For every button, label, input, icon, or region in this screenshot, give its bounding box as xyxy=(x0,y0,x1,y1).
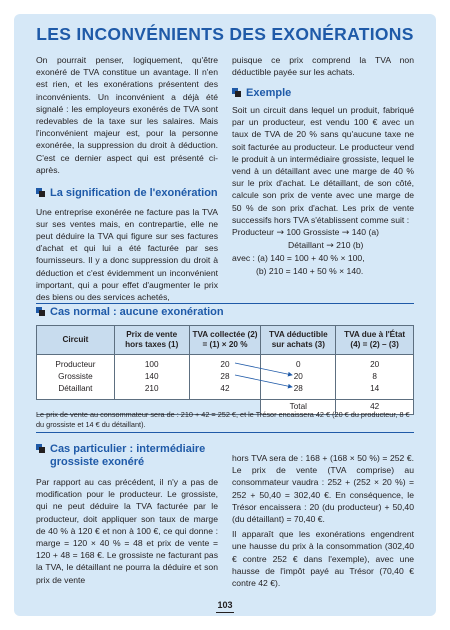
column-header: TVA collectée (2) = (1) × 20 % xyxy=(189,326,261,355)
table-cell: Grossiste xyxy=(37,371,115,383)
right-arrow-icon: → xyxy=(326,241,334,252)
table-row xyxy=(37,355,414,372)
square-bullet-icon xyxy=(232,88,241,97)
table-cell: 42 xyxy=(189,383,261,400)
square-bullet-icon xyxy=(36,188,45,197)
column-header: Circuit xyxy=(37,326,115,355)
table-cell: 28 xyxy=(261,383,336,400)
table-cell: 8 xyxy=(336,371,414,383)
exemple-paragraph: Soit un circuit dans lequel un produit, fabriqué par un producteur, est vendu 100 € avec un taux de TVA de 20 % sans qu'aucune taxe ne soit facturée au producteur. Le producteur vend le produit à un intermédiaire grossiste, lequel le vend à un détaillant avec une marge de 40 % sur le prix d'achat. Le détaillant, de son côté, calcule son prix de vente avec une marge de 50 % de son prix d'achat. Les prix de vente successifs hors TVA s'établissent comme suit : xyxy=(232,104,414,225)
table-row xyxy=(37,383,414,400)
divider xyxy=(36,303,414,304)
left-column xyxy=(36,54,218,303)
exemple-formula-a: avec : (a) 140 = 100 + 40 % × 100, xyxy=(232,253,365,264)
table-cell: Producteur xyxy=(37,355,115,372)
section-heading-cas-normal xyxy=(36,306,428,319)
table-note: Le prix de vente au consommateur sera de : 210 + 42 = 252 €, et le Trésor encaissera 42 € (20 € du producteur, 8 € du grossiste et 14 € du détaillant). xyxy=(36,410,410,429)
table-cell: 140 xyxy=(114,371,189,383)
right-column xyxy=(232,54,414,277)
section-heading-text: Exemple xyxy=(246,87,292,100)
cas-particulier-left xyxy=(36,443,218,586)
table-cell: 210 xyxy=(114,383,189,400)
table-cell: 0 xyxy=(261,355,336,372)
section-heading-text: Cas normal : aucune exonération xyxy=(50,306,224,318)
table-cell: 20 xyxy=(189,355,261,372)
intro-paragraph: On pourrait penser, logiquement, qu'être exonéré de TVA constitue un avantage. Il n'en est rien, et les exonérations présentent des inconvénients. Un inconvénient a déjà été signalé : les employeurs exonérés de TVA sont redevables de la taxe sur les salaires. Mais l'inconvénient majeur est, pour la personne exonérée, la suppression du droit à déduction. C'est ce dernier aspect qui est présenté ci-après. xyxy=(36,55,218,175)
chain-grossiste-price: 140 (a) xyxy=(351,226,379,237)
square-bullet-icon xyxy=(36,307,45,316)
section-heading-exemple xyxy=(232,87,414,100)
column-header: Prix de vente hors taxes (1) xyxy=(114,326,189,355)
section-heading-cas-particulier xyxy=(36,443,218,468)
chain-grossiste: 100 Grossiste xyxy=(286,226,340,237)
signification-paragraph: Une entreprise exonérée ne facture pas la TVA sur ses ventes mais, en contrepartie, elle ne peut déduire la TVA qui figure sur ses factures d'achat et qui lui a été facturée par ses fournisseurs. Il y a donc suppression du droit à déduction et c'est évidemment un inconvénient important, qui a pour effet d'augmenter le prix des biens ou des services achetés, xyxy=(36,206,218,302)
cas-particulier-paragraph: Par rapport au cas précédent, il n'y a pas de modification pour le producteur. Le grossiste, qui ne peut déduire la TVA facturée par le producteur, doit appliquer son taux de marge de 40 % à 120 € et non à 100 €, ce qui donne : marge = 120 × 40 % = 48 et prix de vente = 120 + 48 = 168 €. Le grossiste ne facturant pas la TVA, le détaillant ne pourra la déduire et son prix de vente xyxy=(36,477,218,585)
right-top-paragraph: puisque ce prix comprend la TVA non déductible payée sur les achats. xyxy=(232,55,414,78)
cas-particulier-conclusion: Il apparaît que les exonérations engendrent une hausse du prix à la consommation (302,40 € contre 252 € dans l'exemple), avec une hausse de l'impôt payé au Trésor (70,40 € contre 42 €). xyxy=(232,529,414,589)
table-cell: 100 xyxy=(114,355,189,372)
chain-producteur: Producteur xyxy=(232,226,275,237)
section-heading-signification xyxy=(36,187,218,200)
cas-particulier-right xyxy=(232,452,414,589)
page-number-underline xyxy=(216,612,234,613)
table-row xyxy=(37,371,414,383)
chain-detaillant-price: 210 (b) xyxy=(336,240,364,251)
right-arrow-icon: → xyxy=(276,227,284,238)
square-bullet-icon xyxy=(36,444,45,453)
chain-detaillant: Détaillant xyxy=(288,240,324,251)
section-heading-text: Cas particulier : intermédiaire grossiste exonéré xyxy=(50,443,206,468)
table-cell: 28 xyxy=(189,371,261,383)
section-heading-text: La signification de l'exonération xyxy=(50,187,218,200)
cas-particulier-calc: hors TVA sera de : 168 + (168 × 50 %) = 252 €. Le prix de vente (TVA comprise) au consommateur vaudra : 252 + (252 × 20 %) = 252 + 50,40 = 302,40 €. En conséquence, le Trésor encaissera : 20 (du producteur) + 50,40 (du détaillant) = 70,40 €. xyxy=(232,453,414,525)
page-number: 103 xyxy=(217,600,233,610)
table-header-row xyxy=(37,326,414,355)
total-label: Total xyxy=(261,400,336,415)
table-cell: 20 xyxy=(336,355,414,372)
divider xyxy=(36,432,414,433)
exemple-formula-b: (b) 210 = 140 + 50 % × 140. xyxy=(256,265,364,276)
total-value: 42 xyxy=(336,400,414,415)
column-header: TVA due à l'État (4) = (2) – (3) xyxy=(336,326,414,355)
exemple-chain-line-2 xyxy=(232,239,414,252)
vat-table xyxy=(36,325,414,411)
table-cell: 14 xyxy=(336,383,414,400)
page-title: LES INCONVÉNIENTS DES EXONÉRATIONS xyxy=(36,24,414,44)
table-cell: 20 xyxy=(261,371,336,383)
right-arrow-icon: → xyxy=(341,227,350,238)
exemple-chain-line xyxy=(232,226,414,239)
table-cell: Détaillant xyxy=(37,383,115,400)
column-header: TVA déductible sur achats (3) xyxy=(261,326,336,355)
